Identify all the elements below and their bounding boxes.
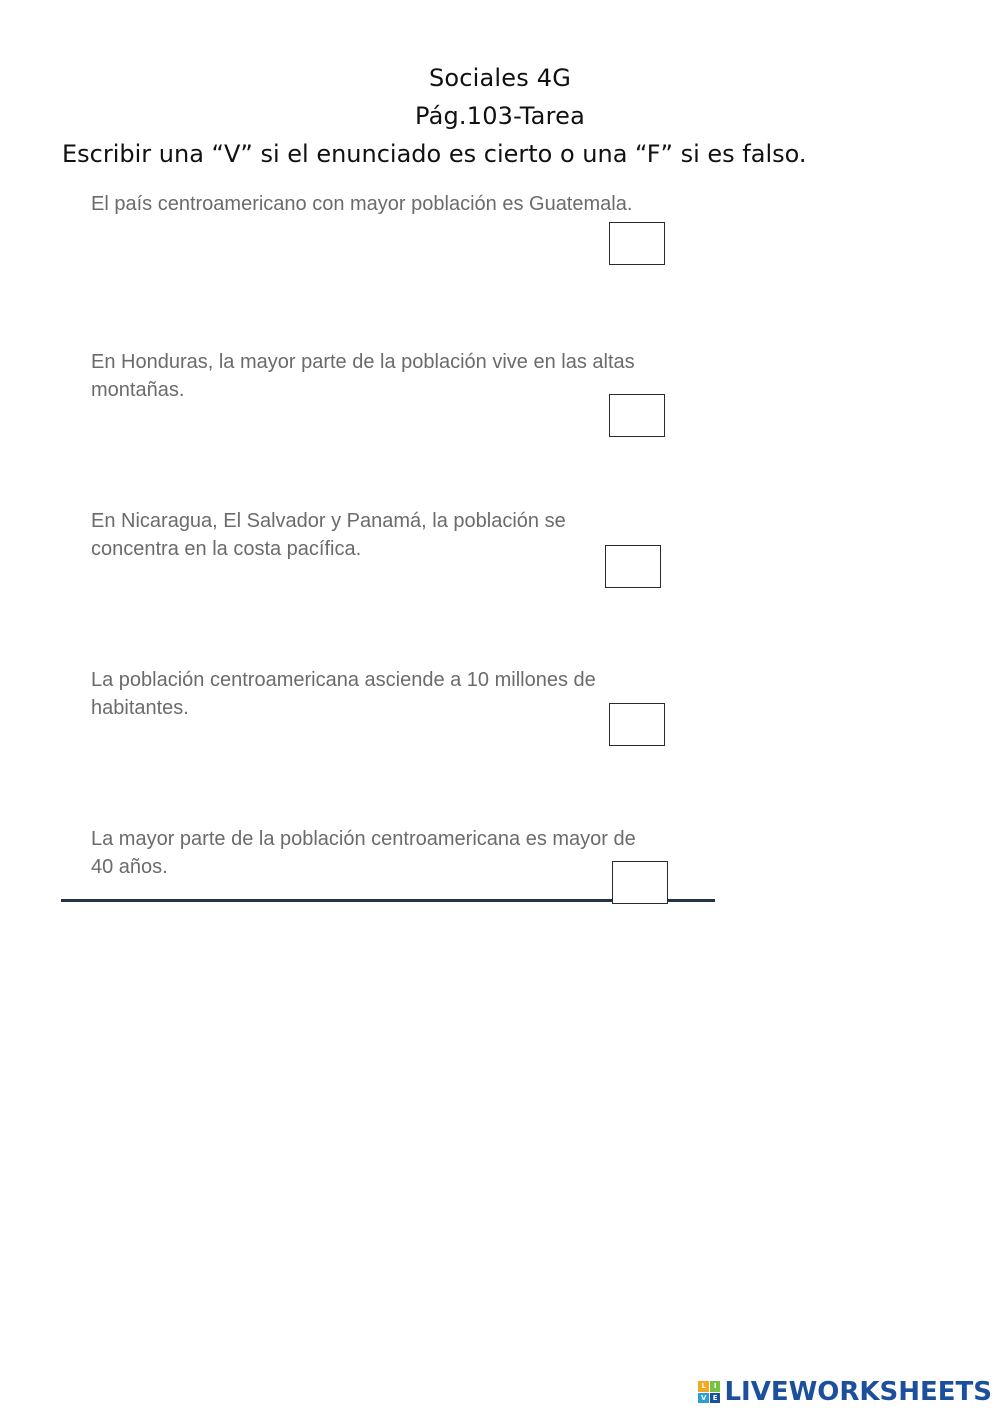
statement-1: El país centroamericano con mayor población es Guatemala. — [91, 193, 633, 215]
statement-3: En Nicaragua, El Salvador y Panamá, la población se concentra en la costa pacífica. — [91, 510, 566, 560]
answer-box-2[interactable] — [609, 394, 665, 437]
statement-2: En Honduras, la mayor parte de la población vive en las altas montañas. — [91, 351, 635, 401]
instructions-text: Escribir una “V” si el enunciado es cierto o una “F” si es falso. — [62, 140, 807, 168]
answer-box-1[interactable] — [609, 222, 665, 265]
liveworksheets-brand — [698, 1377, 992, 1407]
worksheet-subtitle: Pág.103-Tarea — [414, 102, 586, 130]
answer-box-4[interactable] — [609, 703, 665, 746]
answer-box-3[interactable] — [605, 545, 661, 588]
answer-box-5[interactable] — [612, 861, 668, 904]
statement-4: La población centroamericana asciende a 10 millones de habitantes. — [91, 669, 596, 719]
statement-5: La mayor parte de la población centroamericana es mayor de 40 años. — [91, 828, 636, 878]
worksheet-title: Sociales 4G — [428, 64, 572, 92]
liveworksheets-brand-text: LIVEWORKSHEETS — [724, 1377, 992, 1407]
liveworksheets-logo-icon: L I V E — [698, 1381, 720, 1403]
